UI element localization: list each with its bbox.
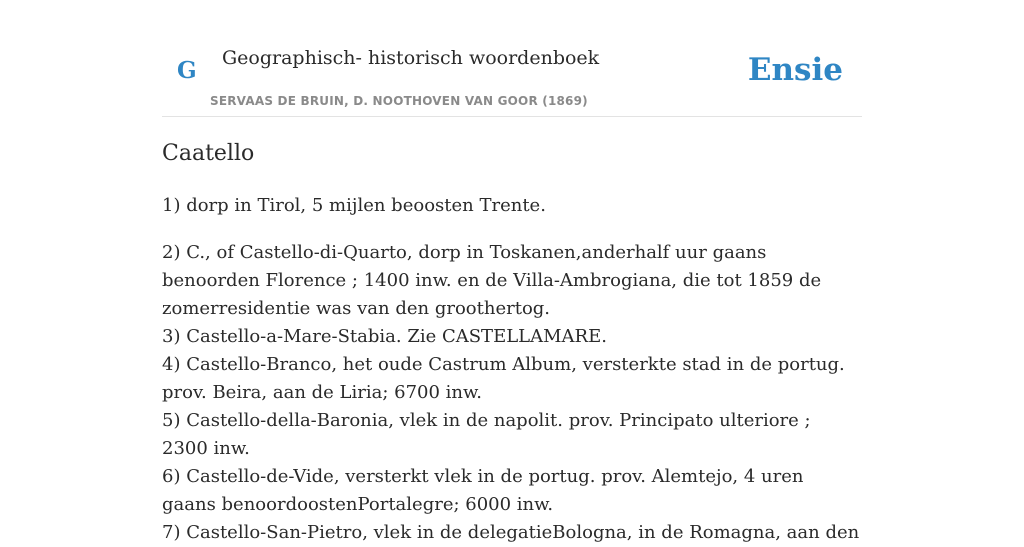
entry-paragraph: 5) Castello-della-Baronia, vlek in de napolit. prov. Principato ulteriore ; 2300 inw. [162, 410, 811, 459]
entry-paragraph: 7) Castello-San-Pietro, vlek in de delegatieBologna, in de Romagna, aan den [162, 522, 860, 543]
dictionary-authors: SERVAAS DE BRUIN, D. NOOTHOVEN VAN GOOR (1869) [210, 94, 588, 108]
brand-logo-link[interactable]: Ensie [747, 52, 843, 88]
entry-paragraph: 2) C., of Castello-di-Quarto, dorp in Toskanen,anderhalf uur gaans benoorden Florence ; 1400 inw. en de Villa-Ambrogiana, die tot 1859 de zomerresidentie was van den groothertog. [162, 242, 822, 319]
entry-paragraph: 6) Castello-de-Vide, versterkt vlek in de portug. prov. Alemtejo, 4 uren gaans benoordoostenPortalegre; 6000 inw. [162, 466, 804, 515]
entry-paragraph: 4) Castello-Branco, het oude Castrum Album, versterkte stad in de portug. prov. Beira, aan de Liria; 6700 inw. [162, 354, 845, 403]
site-header [162, 0, 862, 117]
entry-title: Caatello [162, 141, 255, 166]
dictionary-title[interactable]: Geographisch- historisch woordenboek [222, 47, 600, 69]
entry-content [162, 138, 862, 547]
entry-paragraph: 1) dorp in Tirol, 5 mijlen beoosten Trente. [162, 195, 546, 216]
entry-paragraph: 3) Castello-a-Mare-Stabia. Zie CASTELLAMARE. [162, 326, 607, 347]
entry-definition-block [162, 239, 862, 547]
dictionary-logo[interactable]: G [177, 57, 197, 84]
